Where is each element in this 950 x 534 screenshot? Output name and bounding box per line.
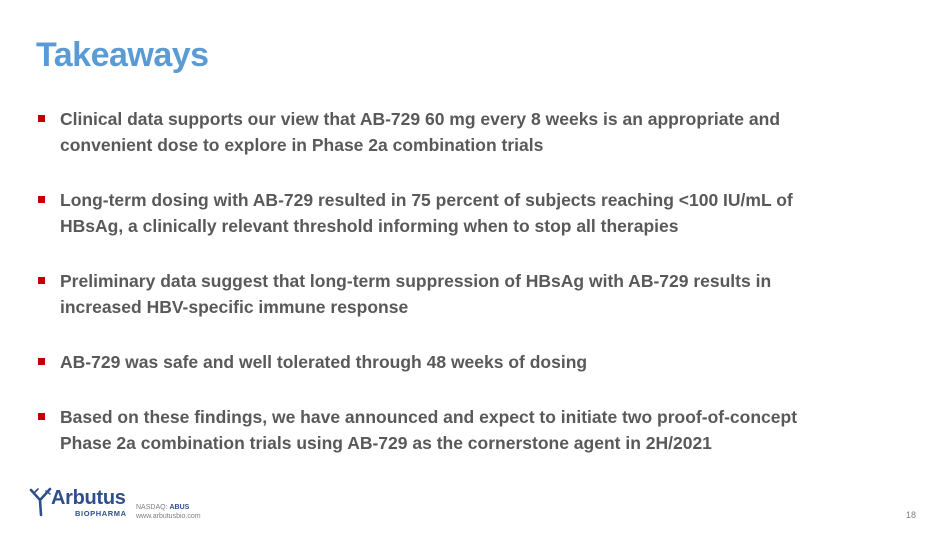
bullet-text-line: increased HBV-specific immune response (60, 297, 409, 317)
bullet-item (37, 349, 917, 375)
bullet-text-line: Long-term dosing with AB-729 resulted in 75 percent of subjects reaching <100 IU/mL of (60, 190, 793, 210)
exchange-label: NASDAQ: (136, 504, 168, 511)
square-bullet-icon (38, 358, 45, 365)
footer-meta (136, 503, 201, 521)
bullet-text-line: Phase 2a combination trials using AB-729 as the cornerstone agent in 2H/2021 (60, 433, 712, 453)
bullet-text-line: Preliminary data suggest that long-term suppression of HBsAg with AB-729 results in (60, 271, 772, 291)
square-bullet-icon (38, 115, 45, 122)
logo-subtext: BIOPHARMA (75, 509, 127, 518)
website-link[interactable]: www.arbutusbio.com (136, 513, 201, 520)
bullet-item (37, 187, 917, 239)
bullet-text-line: AB-729 was safe and well tolerated through 48 weeks of dosing (60, 352, 588, 372)
square-bullet-icon (38, 277, 45, 284)
stock-listing (136, 503, 201, 512)
bullet-item (37, 268, 917, 320)
logo-wordmark: Arbutus (51, 487, 126, 509)
page-number: 18 (905, 510, 916, 520)
square-bullet-icon (38, 196, 45, 203)
bullet-text-line: convenient dose to explore in Phase 2a combination trials (60, 135, 544, 155)
bullet-item (37, 106, 917, 158)
bullet-text-line: Based on these findings, we have announced and expect to initiate two proof-of-concept (60, 407, 798, 427)
ticker-symbol: ABUS (169, 504, 190, 511)
square-bullet-icon (38, 413, 45, 420)
bullet-text-line: HBsAg, a clinically relevant threshold informing when to stop all therapies (60, 216, 679, 236)
bullet-text-line: Clinical data supports our view that AB-729 60 mg every 8 weeks is an appropriate and (60, 109, 781, 129)
takeaways-list (37, 106, 917, 456)
company-logo (28, 487, 138, 525)
slide-title: Takeaways (36, 36, 209, 74)
bullet-item (37, 404, 917, 456)
